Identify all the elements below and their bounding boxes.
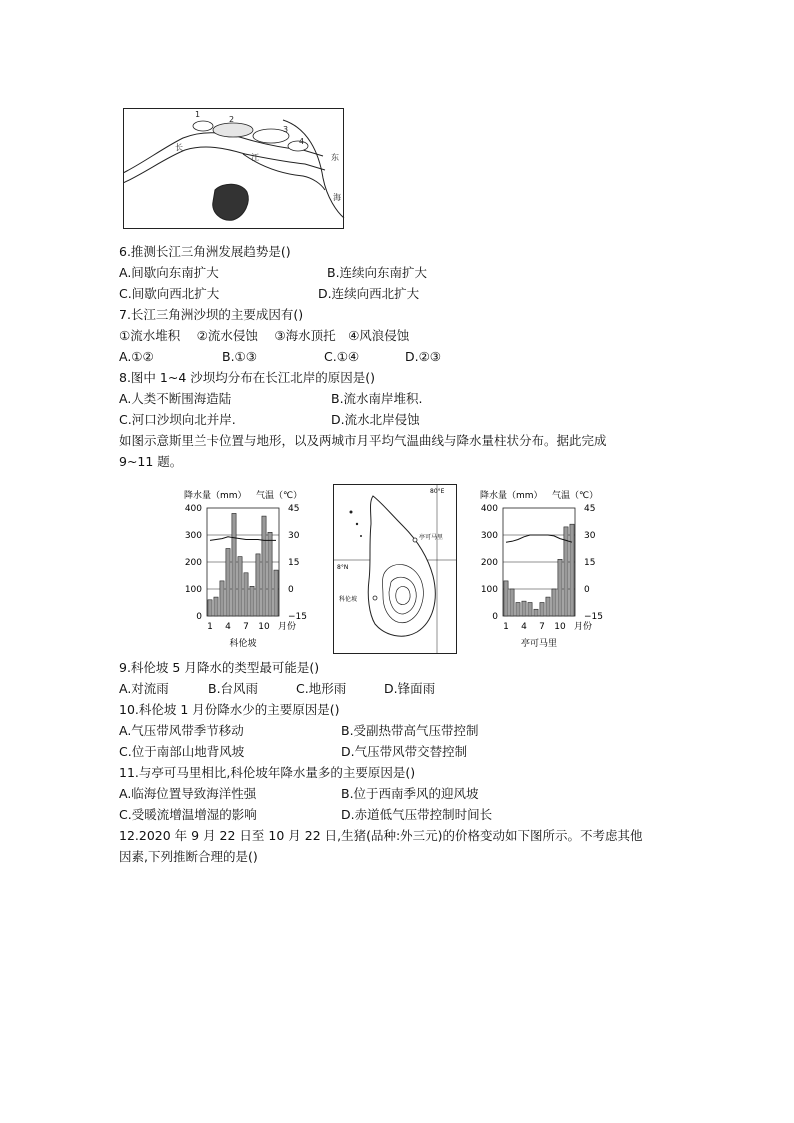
colombo-label: 科伦坡	[339, 596, 358, 603]
precip-bar	[250, 586, 254, 616]
ytick-left: 300	[184, 531, 202, 541]
xtick: 7	[539, 622, 545, 632]
ytick-left: 100	[184, 585, 202, 595]
q10-stem: 10.科伦坡 1 月份降水少的主要原因是()	[119, 702, 340, 717]
precip-bar	[256, 554, 260, 616]
ytick-right: 15	[584, 558, 596, 568]
xtick: 1	[503, 622, 509, 632]
precip-bar	[268, 532, 272, 616]
chart-title-right: 气温（℃）	[552, 491, 599, 501]
chart-title-left: 降水量（mm）	[184, 491, 247, 501]
label-dong: 东	[331, 153, 339, 162]
precip-bar	[546, 597, 550, 616]
precip-bar	[274, 570, 278, 616]
q6-option-c[interactable]: C.间歇向西北扩大	[119, 286, 220, 301]
q12-stem-line1: 12.2020 年 9 月 22 日至 10 月 22 日,生猪(品种:外三元)的价格变动如下图所示。不考虑其他	[119, 828, 643, 843]
xtick: 4	[225, 622, 231, 632]
q7-option-b[interactable]: B.①③	[222, 349, 257, 364]
q9-option-b[interactable]: B.台风雨	[208, 681, 259, 696]
q8-option-d[interactable]: D.流水北岸侵蚀	[331, 412, 420, 427]
q6-option-b[interactable]: B.连续向东南扩大	[327, 265, 428, 280]
q11-option-d[interactable]: D.赤道低气压带控制时间长	[341, 807, 493, 822]
xlabel-unit: 月份	[573, 622, 593, 632]
sandbar-1	[193, 121, 213, 131]
q7-option-a[interactable]: A.①②	[119, 349, 154, 364]
q6-option-a[interactable]: A.间歇向东南扩大	[119, 265, 219, 280]
precip-bar	[510, 589, 514, 616]
ytick-left: 200	[480, 558, 498, 568]
precip-bar	[558, 559, 562, 616]
intro-line2: 9~11 题。	[119, 454, 183, 469]
label-4: 4	[299, 137, 305, 146]
ytick-left: 200	[184, 558, 202, 568]
label-jiang: 江	[251, 153, 259, 162]
precip-bar	[534, 609, 538, 616]
precip-bar	[232, 513, 236, 616]
q6-option-d[interactable]: D.连续向西北扩大	[318, 286, 420, 301]
q8-option-a[interactable]: A.人类不断围海造陆	[119, 391, 232, 406]
ytick-right: −15	[584, 612, 603, 622]
temperature-line	[506, 535, 572, 542]
precip-bar	[244, 573, 248, 616]
label-1: 1	[195, 110, 201, 119]
ytick-left: 0	[196, 612, 202, 622]
ytick-right: 45	[584, 504, 596, 514]
ytick-right: 15	[288, 558, 300, 568]
sri-lanka-map	[333, 484, 457, 654]
lon-label: 80°E	[430, 488, 445, 495]
chart-title-left: 降水量（mm）	[480, 491, 543, 501]
q12-stem-line2: 因素,下列推断合理的是()	[119, 849, 258, 864]
sandbar-2	[213, 123, 253, 137]
ytick-right: 45	[288, 504, 300, 514]
q8-stem: 8.图中 1~4 沙坝均分布在长江北岸的原因是()	[119, 370, 376, 385]
q7-option-c[interactable]: C.①④	[324, 349, 360, 364]
precip-bar	[552, 589, 556, 616]
q9-stem: 9.科伦坡 5 月降水的类型最可能是()	[119, 660, 320, 675]
precip-bar	[214, 597, 218, 616]
ytick-right: 30	[584, 531, 596, 541]
precip-bar	[208, 600, 212, 616]
xtick: 7	[243, 622, 249, 632]
climate-chart-colombo	[178, 486, 310, 652]
chart-title-right: 气温（℃）	[256, 491, 303, 501]
trincomalee-label: 亭可马里	[419, 534, 444, 541]
ytick-left: 400	[480, 504, 498, 514]
precip-bar	[528, 603, 532, 617]
q9-option-d[interactable]: D.锋面雨	[384, 681, 436, 696]
q7-option-d[interactable]: D.②③	[405, 349, 442, 364]
chart-city-name: 科伦坡	[229, 639, 257, 649]
label-chang: 长	[175, 143, 183, 152]
precip-bar	[220, 581, 224, 616]
precip-bar	[226, 549, 230, 617]
ytick-right: 30	[288, 531, 300, 541]
precip-bar	[238, 557, 242, 616]
q9-option-c[interactable]: C.地形雨	[296, 681, 347, 696]
ytick-left: 300	[480, 531, 498, 541]
ytick-left: 100	[480, 585, 498, 595]
q10-option-c[interactable]: C.位于南部山地背风坡	[119, 744, 245, 759]
sandbar-4	[288, 141, 308, 151]
xtick: 4	[521, 622, 527, 632]
q11-option-b[interactable]: B.位于西南季风的迎风坡	[341, 786, 479, 801]
yangtze-delta-map	[123, 108, 345, 230]
ytick-right: 0	[288, 585, 294, 595]
q11-option-a[interactable]: A.临海位置导致海洋性强	[119, 786, 257, 801]
q10-option-d[interactable]: D.气压带风带交替控制	[341, 744, 468, 759]
q11-stem: 11.与亭可马里相比,科伦坡年降水量多的主要原因是()	[119, 765, 416, 780]
precip-bar	[522, 601, 526, 616]
q10-option-b[interactable]: B.受副热带高气压带控制	[341, 723, 479, 738]
label-3: 3	[283, 125, 289, 134]
q9-option-a[interactable]: A.对流雨	[119, 681, 169, 696]
chart-city-name: 亭可马里	[520, 639, 558, 649]
xtick: 10	[258, 622, 270, 632]
label-2: 2	[229, 115, 235, 124]
precip-bar	[262, 516, 266, 616]
precip-bar	[570, 524, 574, 616]
xtick: 10	[554, 622, 566, 632]
label-hai: 海	[333, 193, 341, 202]
precip-bar	[504, 581, 508, 616]
climate-chart-trincomalee	[474, 486, 608, 652]
ytick-right: 0	[584, 585, 590, 595]
q7-stem: 7.长江三角洲沙坝的主要成因有()	[119, 307, 304, 322]
q8-option-b[interactable]: B.流水南岸堆积.	[331, 391, 423, 406]
q10-option-a[interactable]: A.气压带风带季节移动	[119, 723, 244, 738]
intro-line1: 如图示意斯里兰卡位置与地形，以及两城市月平均气温曲线与降水量柱状分布。据此完成	[119, 433, 607, 448]
ytick-left: 400	[184, 504, 202, 514]
lat-label: 8°N	[337, 564, 349, 571]
precip-bar	[516, 603, 520, 617]
xtick: 1	[207, 622, 213, 632]
xlabel-unit: 月份	[277, 622, 297, 632]
q8-option-c[interactable]: C.河口沙坝向北并岸.	[119, 412, 236, 427]
q7-factors: ①流水堆积 ②流水侵蚀 ③海水顶托 ④风浪侵蚀	[119, 328, 410, 343]
ytick-right: −15	[288, 612, 307, 622]
precip-bar	[540, 603, 544, 617]
ytick-left: 0	[492, 612, 498, 622]
q11-option-c[interactable]: C.受暖流增温增湿的影响	[119, 807, 257, 822]
q6-stem: 6.推测长江三角洲发展趋势是()	[119, 244, 291, 259]
